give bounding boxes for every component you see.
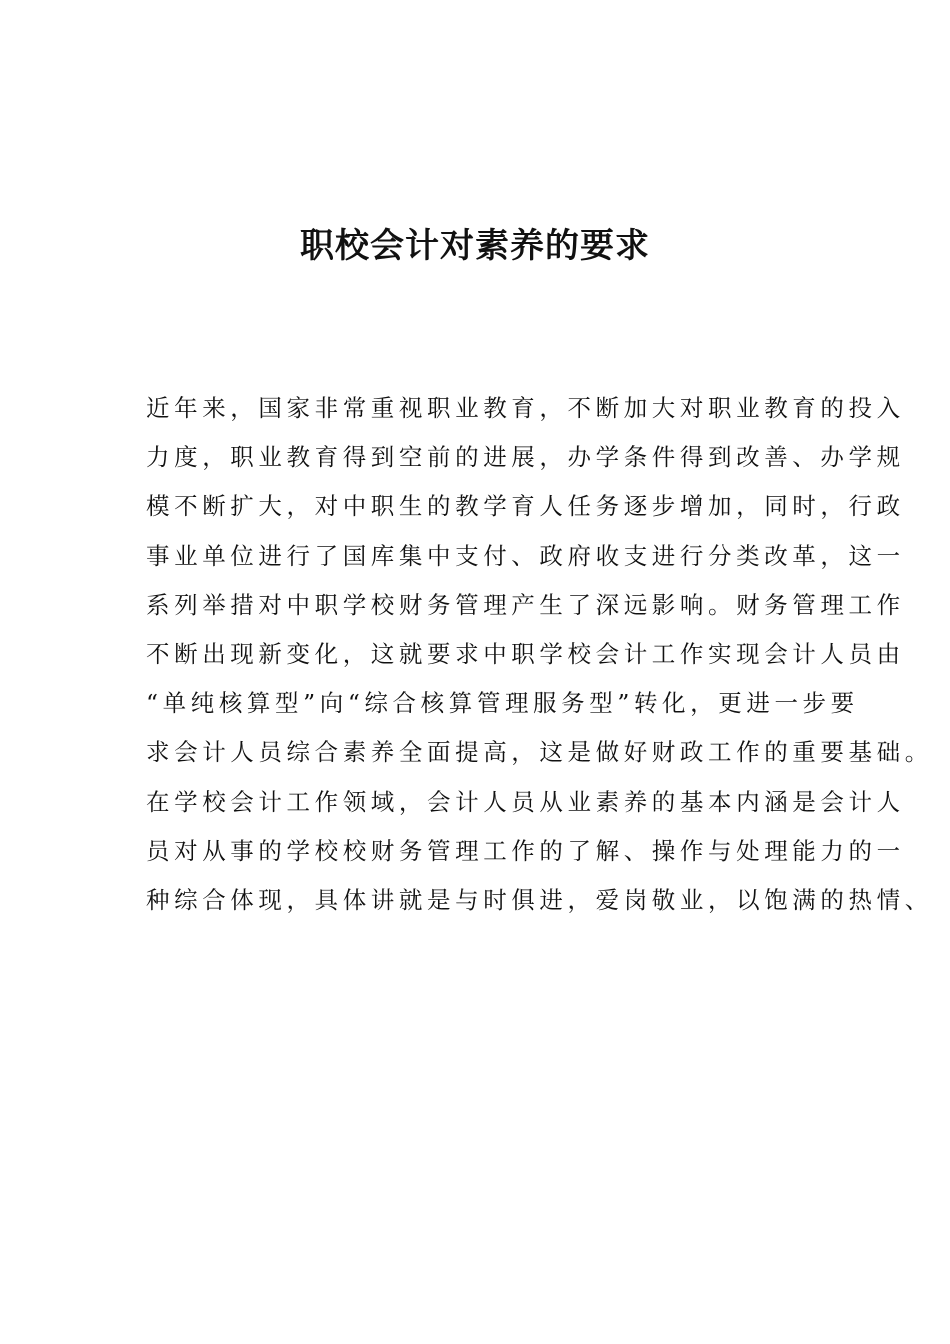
document-body — [146, 384, 933, 925]
document-title: 职校会计对素养的要求 — [300, 226, 650, 266]
body-line-5: 系列举措对中职学校财务管理产生了深远影响。财务管理工作 — [146, 590, 905, 619]
body-line-6: 不断出现新变化，这就要求中职学校会计工作实现会计人员由 — [146, 639, 905, 668]
body-line-3: 模不断扩大，对中职生的教学育人任务逐步增加，同时，行政 — [146, 492, 905, 521]
body-line-9: 在学校会计工作领域，会计人员从业素养的基本内涵是会计人 — [146, 787, 905, 816]
body-line-2: 力度，职业教育得到空前的进展，办学条件得到改善、办学规 — [146, 443, 905, 472]
body-line-1: 近年来，国家非常重视职业教育，不断加大对职业教育的投入 — [146, 394, 905, 422]
body-line-4: 事业单位进行了国库集中支付、政府收支进行分类改革，这一 — [146, 541, 905, 570]
body-line-8: 求会计人员综合素养全面提高，这是做好财政工作的重要基础。 — [146, 738, 933, 767]
body-line-7: “单纯核算型”向“综合核算管理服务型”转化，更进一步要 — [146, 689, 859, 718]
body-line-11: 种综合体现，具体讲就是与时俱进，爱岗敬业，以饱满的热情、 — [146, 885, 933, 914]
body-line-10: 员对从事的学校校财务管理工作的了解、操作与处理能力的一 — [146, 836, 905, 865]
